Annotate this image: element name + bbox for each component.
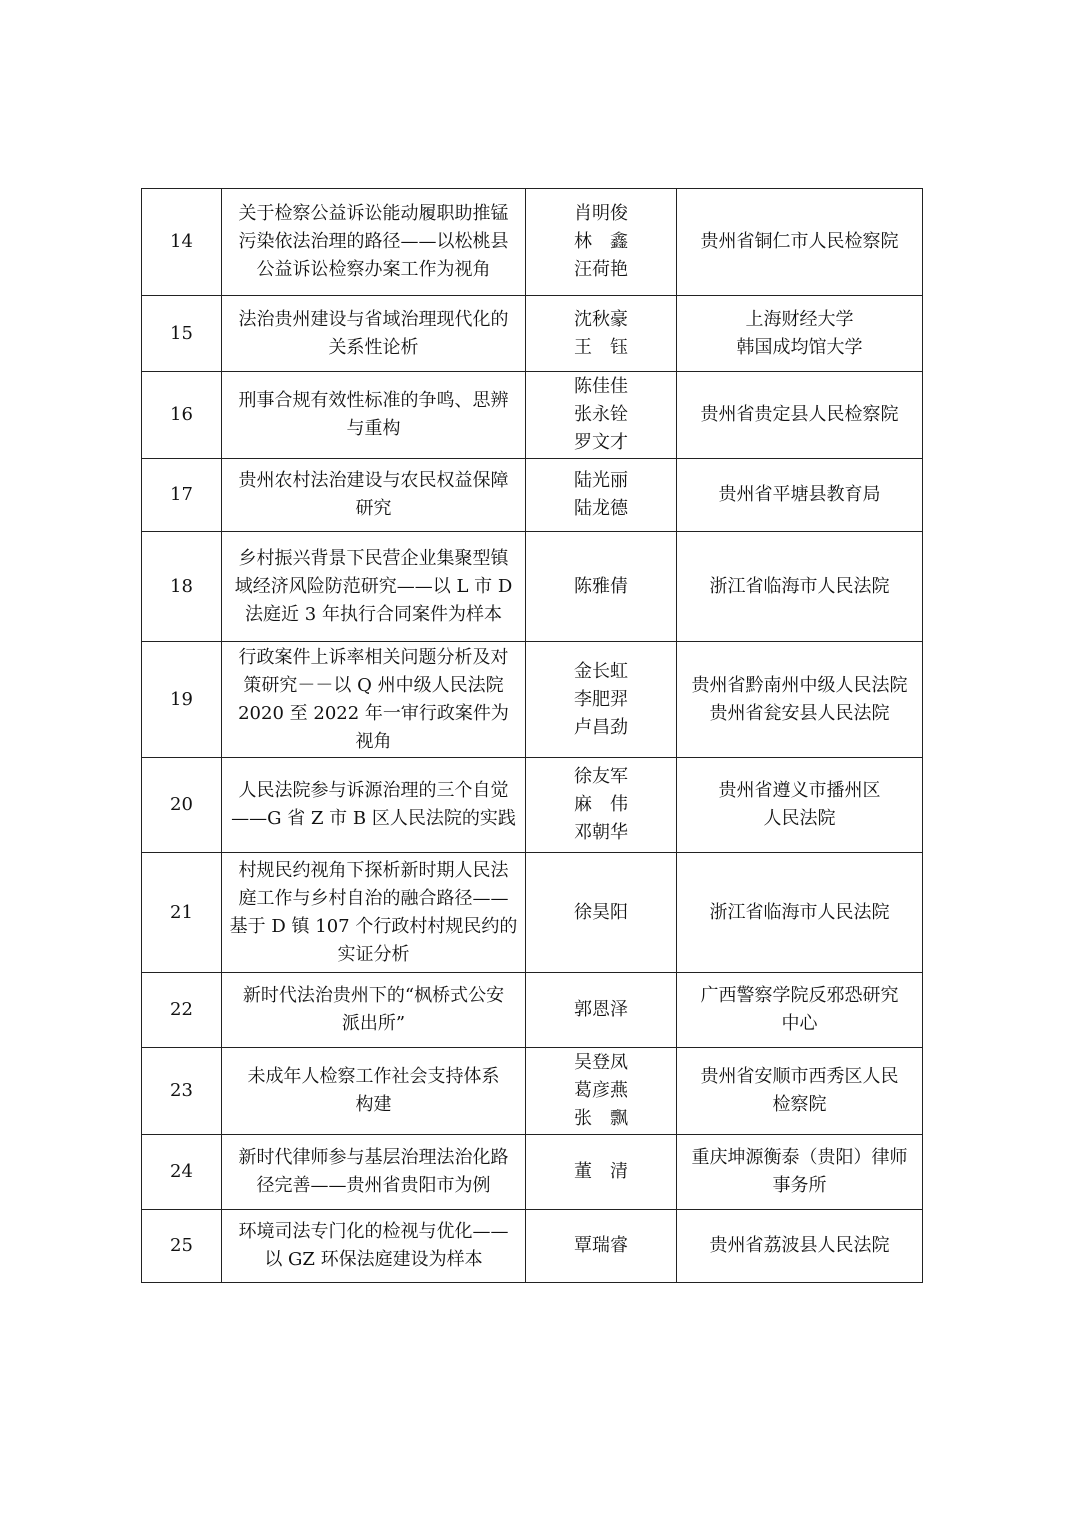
authors-line: 徐友军 bbox=[574, 766, 628, 787]
organization bbox=[677, 1048, 923, 1135]
row-number: 17 bbox=[142, 459, 222, 532]
authors-line: 麻 伟 bbox=[574, 794, 628, 815]
table-row bbox=[142, 459, 923, 532]
organization bbox=[677, 296, 923, 372]
paper-title bbox=[222, 1135, 526, 1210]
paper-title-line: 关系性论析 bbox=[328, 336, 419, 358]
paper-title bbox=[222, 973, 526, 1048]
authors bbox=[526, 459, 677, 532]
paper-title-line: 与重构 bbox=[346, 418, 401, 439]
paper-title bbox=[222, 189, 526, 296]
authors bbox=[526, 189, 677, 296]
organization bbox=[677, 642, 923, 758]
organization-line: 浙江省临海市人民法院 bbox=[709, 901, 890, 923]
paper-title-line: 径完善——贵州省贵阳市为例 bbox=[256, 1175, 491, 1196]
organization-line: 韩国成均馆大学 bbox=[736, 336, 863, 358]
organization bbox=[677, 1135, 923, 1210]
row-number: 24 bbox=[142, 1135, 222, 1210]
authors-line: 葛彦燕 bbox=[574, 1080, 628, 1101]
organization-line: 中心 bbox=[781, 1013, 818, 1034]
authors bbox=[526, 1135, 677, 1210]
authors-line: 陈佳佳 bbox=[574, 376, 628, 397]
paper-title-line: 未成年人检察工作社会支持体系 bbox=[247, 1066, 500, 1087]
organization-line: 贵州省贵定县人民检察院 bbox=[700, 404, 899, 425]
authors-line: 汪荷艳 bbox=[574, 259, 628, 280]
paper-title-line: 村规民约视角下探析新时期人民法 bbox=[238, 859, 509, 881]
organization bbox=[677, 372, 923, 459]
row-number: 15 bbox=[142, 296, 222, 372]
authors-line: 覃瑞睿 bbox=[574, 1235, 628, 1256]
authors-line: 卢昌劲 bbox=[574, 716, 628, 738]
organization-line: 检察院 bbox=[772, 1094, 827, 1115]
authors-line: 陈雅倩 bbox=[574, 575, 628, 597]
paper-title-line: 乡村振兴背景下民营企业集聚型镇 bbox=[238, 547, 509, 569]
organization-line: 贵州省黔南州中级人民法院 bbox=[691, 674, 908, 696]
table-row bbox=[142, 1135, 923, 1210]
paper-title-line: 贵州农村法治建设与农民权益保障 bbox=[238, 470, 509, 491]
authors bbox=[526, 973, 677, 1048]
row-number: 22 bbox=[142, 973, 222, 1048]
authors-line: 肖明俊 bbox=[574, 203, 628, 224]
authors-line: 李肥羿 bbox=[574, 688, 628, 710]
paper-title-line: 以 GZ 环保法庭建设为样本 bbox=[264, 1249, 483, 1270]
authors-line: 王 钰 bbox=[574, 336, 628, 358]
paper-title-line: 法治贵州建设与省域治理现代化的 bbox=[238, 308, 509, 330]
paper-title-line: 2020 至 2022 年一审行政案件为 bbox=[238, 702, 509, 724]
paper-title-line: 庭工作与乡村自治的融合路径—— bbox=[238, 887, 509, 909]
paper-title-line: 公益诉讼检察办案工作为视角 bbox=[256, 259, 491, 280]
paper-title bbox=[222, 642, 526, 758]
organization-line: 贵州省安顺市西秀区人民 bbox=[700, 1066, 899, 1087]
authors bbox=[526, 1210, 677, 1283]
table-row bbox=[142, 372, 923, 459]
paper-title-line: 域经济风险防范研究——以 L 市 D bbox=[234, 575, 513, 597]
authors-line: 陆光丽 bbox=[574, 470, 628, 491]
authors-line: 金长虹 bbox=[574, 660, 628, 682]
table-row bbox=[142, 758, 923, 853]
paper-title-line: 研究 bbox=[355, 498, 392, 519]
paper-title-line: 基于 D 镇 107 个行政村村规民约的 bbox=[229, 915, 518, 937]
organization bbox=[677, 853, 923, 973]
paper-title-line: 新时代法治贵州下的“枫桥式公安 bbox=[242, 985, 505, 1006]
paper-title-line: 视角 bbox=[355, 730, 392, 752]
authors-line: 罗文才 bbox=[574, 432, 628, 453]
authors-line: 张 飘 bbox=[574, 1108, 628, 1129]
authors-line: 沈秋豪 bbox=[574, 308, 628, 330]
organization bbox=[677, 973, 923, 1048]
organization bbox=[677, 758, 923, 853]
authors bbox=[526, 372, 677, 459]
authors-line: 郭恩泽 bbox=[574, 999, 628, 1020]
authors bbox=[526, 853, 677, 973]
paper-title-line: 人民法院参与诉源治理的三个自觉 bbox=[238, 780, 509, 801]
organization-line: 事务所 bbox=[772, 1175, 827, 1196]
table-row bbox=[142, 532, 923, 642]
paper-title-line: 派出所” bbox=[341, 1013, 406, 1034]
paper-title bbox=[222, 853, 526, 973]
paper-title bbox=[222, 1048, 526, 1135]
paper-title-line: 法庭近 3 年执行合同案件为样本 bbox=[245, 603, 502, 625]
row-number: 20 bbox=[142, 758, 222, 853]
organization-line: 贵州省铜仁市人民检察院 bbox=[700, 231, 899, 252]
paper-title-line: 刑事合规有效性标准的争鸣、思辨 bbox=[238, 390, 509, 411]
row-number: 21 bbox=[142, 853, 222, 973]
row-number: 16 bbox=[142, 372, 222, 459]
paper-title-line: 关于检察公益诉讼能动履职助推锰 bbox=[238, 203, 509, 224]
row-number: 18 bbox=[142, 532, 222, 642]
paper-title-line: 构建 bbox=[355, 1094, 392, 1115]
paper-title-line: 行政案件上诉率相关问题分析及对 bbox=[238, 646, 509, 668]
organization-line: 上海财经大学 bbox=[745, 308, 854, 330]
award-list-table bbox=[141, 188, 923, 1283]
authors-line: 陆龙德 bbox=[574, 498, 628, 519]
authors-line: 林 鑫 bbox=[574, 231, 628, 252]
organization-line: 贵州省遵义市播州区 bbox=[718, 780, 881, 801]
table-body bbox=[142, 189, 923, 1283]
authors bbox=[526, 758, 677, 853]
table-row bbox=[142, 642, 923, 758]
authors-line: 吴登凤 bbox=[574, 1052, 628, 1073]
organization-line: 浙江省临海市人民法院 bbox=[709, 575, 890, 597]
organization-line: 贵州省荔波县人民法院 bbox=[709, 1235, 890, 1256]
organization-line: 重庆坤源衡泰（贵阳）律师 bbox=[691, 1147, 908, 1168]
organization bbox=[677, 189, 923, 296]
organization-line: 贵州省平塘县教育局 bbox=[718, 484, 881, 505]
authors bbox=[526, 532, 677, 642]
organization-line: 贵州省瓮安县人民法院 bbox=[709, 702, 890, 724]
organization-line: 广西警察学院反邪恐研究 bbox=[700, 985, 899, 1006]
paper-title bbox=[222, 296, 526, 372]
organization bbox=[677, 532, 923, 642]
organization-line: 人民法院 bbox=[763, 808, 836, 829]
authors-line: 邓朝华 bbox=[574, 822, 628, 843]
authors bbox=[526, 1048, 677, 1135]
paper-title-line: 新时代律师参与基层治理法治化路 bbox=[238, 1147, 509, 1168]
table-row bbox=[142, 296, 923, 372]
authors-line: 张永铨 bbox=[574, 404, 628, 425]
row-number: 23 bbox=[142, 1048, 222, 1135]
paper-title-line: 策研究－－以 Q 州中级人民法院 bbox=[243, 674, 504, 696]
paper-title bbox=[222, 459, 526, 532]
table-row bbox=[142, 189, 923, 296]
authors bbox=[526, 296, 677, 372]
row-number: 25 bbox=[142, 1210, 222, 1283]
organization bbox=[677, 459, 923, 532]
authors bbox=[526, 642, 677, 758]
paper-title bbox=[222, 372, 526, 459]
row-number: 14 bbox=[142, 189, 222, 296]
organization bbox=[677, 1210, 923, 1283]
paper-title bbox=[222, 758, 526, 853]
paper-title-line: 环境司法专门化的检视与优化—— bbox=[238, 1221, 509, 1242]
row-number: 19 bbox=[142, 642, 222, 758]
paper-title bbox=[222, 532, 526, 642]
table-row bbox=[142, 853, 923, 973]
paper-title-line: 实证分析 bbox=[337, 943, 410, 965]
table-row bbox=[142, 1210, 923, 1283]
paper-title-line: ——G 省 Z 市 B 区人民法院的实践 bbox=[231, 808, 516, 829]
authors-line: 徐昊阳 bbox=[574, 901, 628, 923]
authors-line: 董 清 bbox=[574, 1161, 628, 1182]
table-row bbox=[142, 973, 923, 1048]
paper-title-line: 污染依法治理的路径——以松桃县 bbox=[238, 231, 509, 252]
table-row bbox=[142, 1048, 923, 1135]
paper-title bbox=[222, 1210, 526, 1283]
